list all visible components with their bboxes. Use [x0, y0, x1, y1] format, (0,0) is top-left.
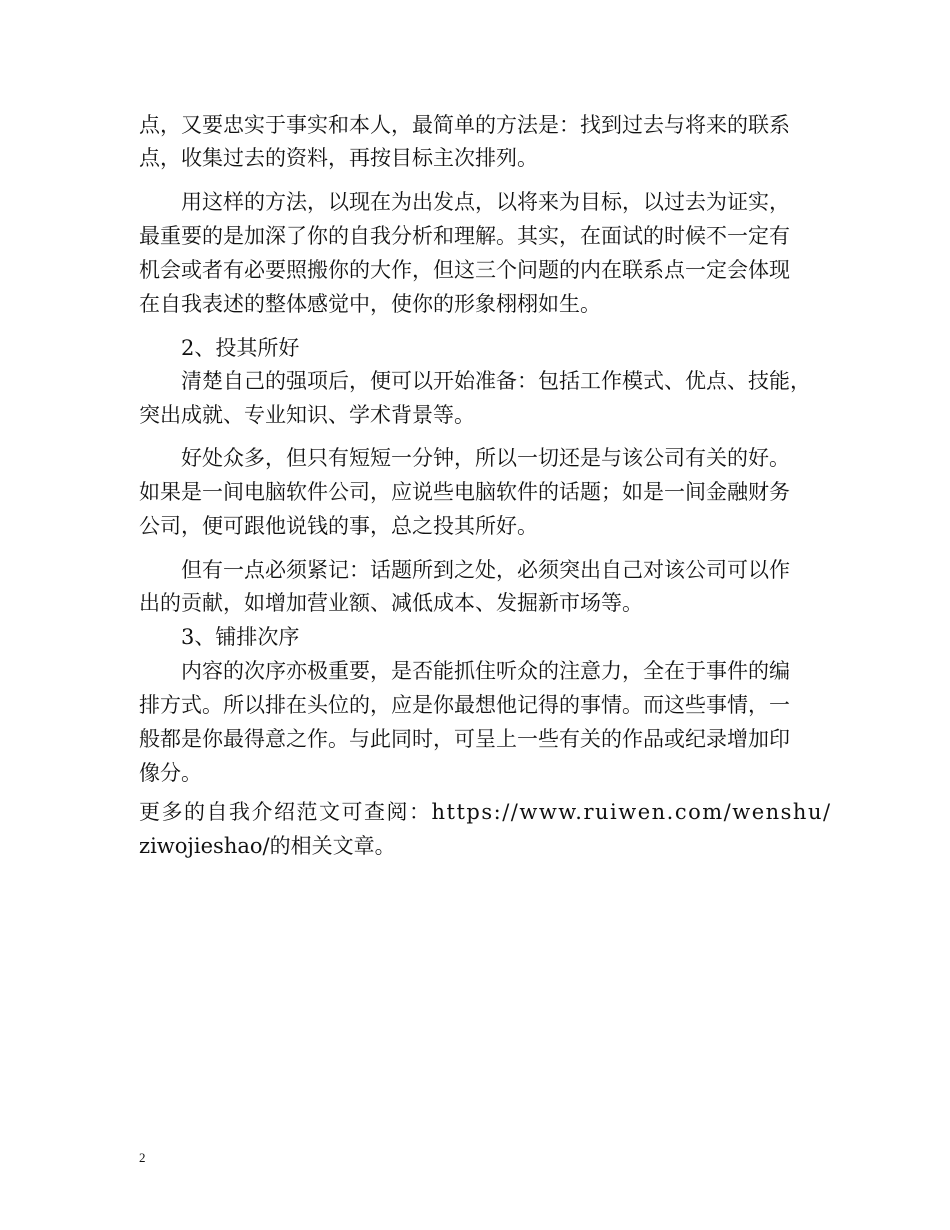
section-heading: 2、投其所好 — [181, 336, 300, 360]
text-line: 如果是一间电脑软件公司，应说些电脑软件的话题；如是一间金融财务 — [139, 480, 790, 504]
text-line: 最重要的是加深了你的自我分析和理解。其实，在面试的时候不一定有 — [139, 224, 790, 248]
text-line: 出的贡献，如增加营业额、减低成本、发掘新市场等。 — [139, 591, 643, 615]
text-line: 用这样的方法，以现在为出发点，以将来为目标，以过去为证实， — [181, 190, 790, 214]
reference-line: 更多的自我介绍范文可查阅：https://www.ruiwen.com/wenshu/ — [139, 800, 832, 824]
text-line: 排方式。所以排在头位的，应是你最想他记得的事情。而这些事情，一 — [139, 693, 790, 717]
text-line: 内容的次序亦极重要，是否能抓住听众的注意力，全在于事件的编 — [181, 659, 790, 683]
text-line: 在自我表述的整体感觉中，使你的形象栩栩如生。 — [139, 292, 601, 316]
text-line: 但有一点必须紧记：话题所到之处，必须突出自己对该公司可以作 — [181, 558, 790, 582]
page-number: 2 — [139, 1150, 146, 1165]
text-line: 公司，便可跟他说钱的事，总之投其所好。 — [139, 514, 538, 538]
text-line: 清楚自己的强项后，便可以开始准备：包括工作模式、优点、技能， — [181, 369, 811, 393]
text-line: 般都是你最得意之作。与此同时，可呈上一些有关的作品或纪录增加印 — [139, 727, 790, 751]
text-line: 点，收集过去的资料，再按目标主次排列。 — [139, 146, 538, 170]
section-heading: 3、铺排次序 — [181, 625, 300, 649]
reference-line: ziwojieshao/的相关文章。 — [139, 834, 396, 858]
text-line: 好处众多，但只有短短一分钟，所以一切还是与该公司有关的好。 — [181, 446, 790, 470]
text-line: 像分。 — [139, 761, 202, 785]
text-line: 突出成就、专业知识、学术背景等。 — [139, 403, 475, 427]
text-line: 点，又要忠实于事实和本人，最简单的方法是：找到过去与将来的联系 — [139, 113, 790, 137]
text-line: 机会或者有必要照搬你的大作，但这三个问题的内在联系点一定会体现 — [139, 258, 790, 282]
